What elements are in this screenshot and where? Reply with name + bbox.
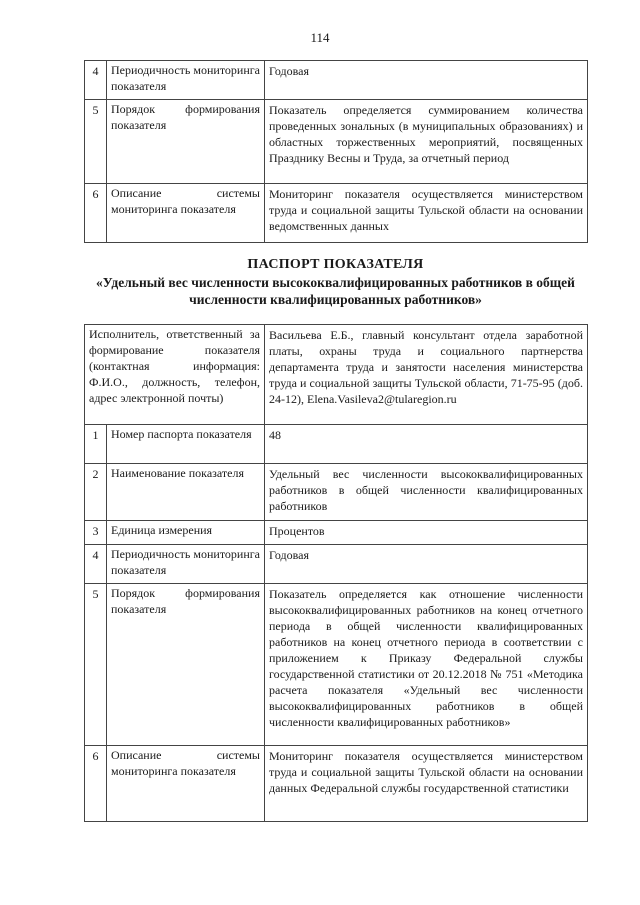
row-value: Годовая [265,61,588,100]
row-value: Мониторинг показателя осуществляется министерством труда и социальной защиты Тульской области на основании ведомственных данных [265,184,588,243]
row-label: Наименование показателя [107,464,265,521]
row-number: 2 [85,464,107,521]
row-label: Описание системы мониторинга показателя [107,746,265,822]
passport-table [84,324,588,822]
table-row [85,521,588,545]
table-row [85,425,588,464]
row-number: 3 [85,521,107,545]
row-number: 6 [85,746,107,822]
table-row [85,746,588,822]
row-label: Периодичность мониторинга показателя [107,61,265,100]
executor-label: Исполнитель, ответственный за формирование показателя (контактная информация: Ф.И.О., должность, телефон, адрес электронной почты) [85,325,265,425]
row-value: Процентов [265,521,588,545]
row-number: 5 [85,100,107,184]
row-value: Показатель определяется суммированием количества проведенных зональных (в муниципальных образованиях) и областных торжественных мероприятий, посвященных Празднику Весны и Труда, за отчетный период [265,100,588,184]
passport-subtitle: «Удельный вес численности высококвалифицированных работников в общей численности квалифицированных работников» [96,275,575,307]
table-row [85,584,588,746]
executor-value: Васильева Е.Б., главный консультант отдела заработной платы, охраны труда и социального партнерства департамента труда и занятости населения министерства труда и социальной защиты Тульской области, 71-75-95 (доб. 24-12), Elena.Vasileva2@tularegion.ru [265,325,588,425]
page-number: 114 [310,30,330,45]
row-label: Описание системы мониторинга показателя [107,184,265,243]
row-number: 1 [85,425,107,464]
row-value: Мониторинг показателя осуществляется министерством труда и социальной защиты Тульской области на основании данных Федеральной службы государственной статистики [265,746,588,822]
table-row [85,325,588,425]
row-number: 5 [85,584,107,746]
table-row [85,100,588,184]
row-label: Номер паспорта показателя [107,425,265,464]
passport-title: ПАСПОРТ ПОКАЗАТЕЛЯ [247,257,424,272]
row-label: Порядок формирования показателя [107,584,265,746]
row-value: Удельный вес численности высококвалифицированных работников в общей численности квалифицированных работников [265,464,588,521]
row-label: Единица измерения [107,521,265,545]
row-label: Порядок формирования показателя [107,100,265,184]
top-table [84,60,588,243]
row-value: 48 [265,425,588,464]
table-row [85,464,588,521]
row-number: 4 [85,61,107,100]
row-label: Периодичность мониторинга показателя [107,545,265,584]
row-value: Годовая [265,545,588,584]
table-row [85,184,588,243]
row-number: 6 [85,184,107,243]
table-row [85,545,588,584]
table-row [85,61,588,100]
row-number: 4 [85,545,107,584]
row-value: Показатель определяется как отношение численности высококвалифицированных работников на конец отчетного периода в общей численности квалифицированных работников на конец отчетного периода в соответствии с приложением к Приказу Федеральной службы государственной статистики от 20.12.2018 № 751 «Методика расчета показателя «Удельный вес численности высококвалифицированных работников в общей численности квалифицированных работников» [265,584,588,746]
